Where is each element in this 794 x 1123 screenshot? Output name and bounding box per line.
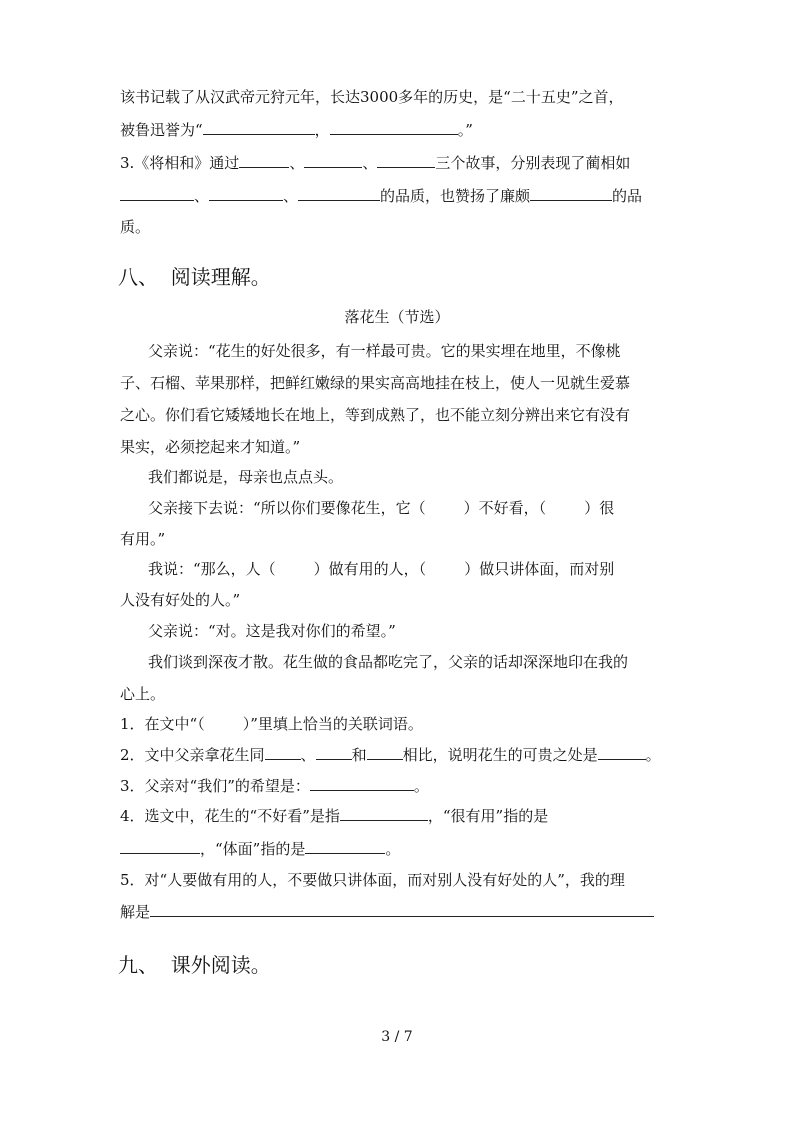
text: 被鲁迅誉为“	[120, 121, 203, 139]
text-line	[148, 467, 343, 487]
answer-blank[interactable]	[367, 745, 403, 760]
text: 相比，说明花生的可贵之处是	[402, 746, 598, 764]
text: 我们都说是，母亲也点点头。	[148, 468, 344, 486]
answer-blank[interactable]	[305, 839, 385, 854]
answer-blank[interactable]	[598, 745, 646, 760]
text: 有用。”	[120, 530, 166, 548]
text: 果实，必须挖起来才知道。”	[120, 438, 301, 456]
text: 和	[351, 746, 367, 764]
text: ，“体面”指的是	[200, 840, 306, 858]
text: 、	[289, 154, 305, 172]
text: 5．对“人要做有用的人，不要做只讲体面，而对别人没有好处的人”，我的理	[120, 871, 625, 889]
answer-blank[interactable]	[316, 745, 352, 760]
text: 3.《将相和》通过	[120, 154, 240, 172]
answer-blank[interactable]	[530, 186, 612, 201]
text: 、	[194, 187, 210, 205]
question-3	[120, 153, 630, 173]
text: 2．文中父亲拿花生同	[120, 746, 265, 764]
question-5	[120, 870, 625, 890]
text-line	[148, 559, 614, 579]
text: 解是	[120, 903, 151, 921]
answer-blank[interactable]	[304, 153, 362, 168]
section-number: 八、	[118, 265, 158, 289]
text-line	[148, 341, 621, 361]
text: ）做有用的人，（	[313, 560, 427, 578]
page-number: 3 / 7	[381, 1029, 413, 1045]
answer-blank[interactable]	[203, 120, 315, 135]
text-line	[120, 87, 624, 107]
text-line	[148, 498, 614, 518]
text-line	[148, 621, 396, 641]
text: 、	[300, 746, 316, 764]
text: 人没有好处的人。”	[120, 591, 241, 609]
text: 质。	[120, 218, 151, 236]
text-line	[120, 902, 654, 922]
text: 。	[413, 777, 429, 795]
text: ）不好看，（	[463, 499, 547, 517]
text-line	[120, 839, 400, 859]
section-title: 阅读理解。	[170, 265, 271, 289]
text: 父亲说：“花生的好处很多，有一样最可贵。它的果实埋在地里，不像桃	[148, 342, 621, 360]
text: 3．父亲对“我们”的希望是：	[120, 777, 310, 795]
text: 该书记载了从汉武帝元狩元年，长达3000多年的历史，是“二十五史”之首，	[120, 88, 624, 106]
text: 父亲说：“对。这是我对你们的希望。”	[148, 622, 396, 640]
question-1	[120, 714, 423, 734]
answer-blank[interactable]	[330, 120, 458, 135]
section-heading	[118, 264, 271, 290]
text: ，“很有用”指的是	[427, 807, 549, 825]
answer-blank[interactable]	[150, 902, 654, 917]
text: 我们谈到深夜才散。花生做的食品都吃完了，父亲的话却深深地印在我的	[148, 653, 629, 671]
text: ）做只讲体面，而对别	[464, 560, 615, 578]
text: 子、石榴、苹果那样，把鲜红嫩绿的果实高高地挂在枝上，使人一见就生爱慕	[120, 374, 631, 392]
text-line	[120, 590, 240, 610]
text: 的品质，也赞扬了廉颇	[380, 187, 531, 205]
section-heading	[118, 952, 271, 978]
text: 。”	[457, 121, 473, 139]
text: ）”里填上恰当的关联词语。	[242, 715, 423, 733]
text: 、	[283, 187, 299, 205]
section-number: 九、	[118, 953, 158, 977]
text-line	[120, 529, 165, 549]
answer-blank[interactable]	[120, 839, 200, 854]
text: 。	[645, 746, 661, 764]
text: 我说：“那么，人（	[148, 560, 276, 578]
question-4	[120, 806, 548, 826]
text: 父亲接下去说：“所以你们要像花生，它（	[148, 499, 426, 517]
text-line	[120, 405, 630, 425]
text: 、	[362, 154, 378, 172]
answer-blank[interactable]	[340, 806, 428, 821]
text-line	[120, 186, 642, 206]
answer-blank[interactable]	[310, 776, 414, 791]
question-2	[120, 745, 661, 765]
answer-blank[interactable]	[298, 186, 380, 201]
text-line	[120, 373, 630, 393]
text: 4．选文中，花生的“不好看”是指	[120, 807, 340, 825]
answer-blank[interactable]	[265, 745, 301, 760]
text: 的品	[612, 187, 643, 205]
text: 心上。	[120, 685, 166, 703]
text-line	[120, 437, 300, 457]
answer-blank[interactable]	[209, 186, 283, 201]
text-line	[120, 684, 165, 704]
section-title: 课外阅读。	[170, 953, 271, 977]
answer-blank[interactable]	[239, 153, 289, 168]
answer-blank[interactable]	[377, 153, 435, 168]
text: 之心。你们看它矮矮地长在地上，等到成熟了，也不能立刻分辨出来它有没有	[120, 406, 631, 424]
answer-blank[interactable]	[120, 186, 194, 201]
text: ）很	[584, 499, 615, 517]
text-line	[120, 217, 150, 237]
text-line	[148, 652, 628, 672]
text-line	[120, 120, 473, 140]
text: 。	[385, 840, 401, 858]
text: ，	[314, 121, 330, 139]
question-3	[120, 776, 429, 796]
text: 1．在文中“（	[120, 715, 205, 733]
text: 三个故事，分别表现了蔺相如	[435, 154, 631, 172]
passage-title: 落花生（节选）	[344, 308, 450, 326]
